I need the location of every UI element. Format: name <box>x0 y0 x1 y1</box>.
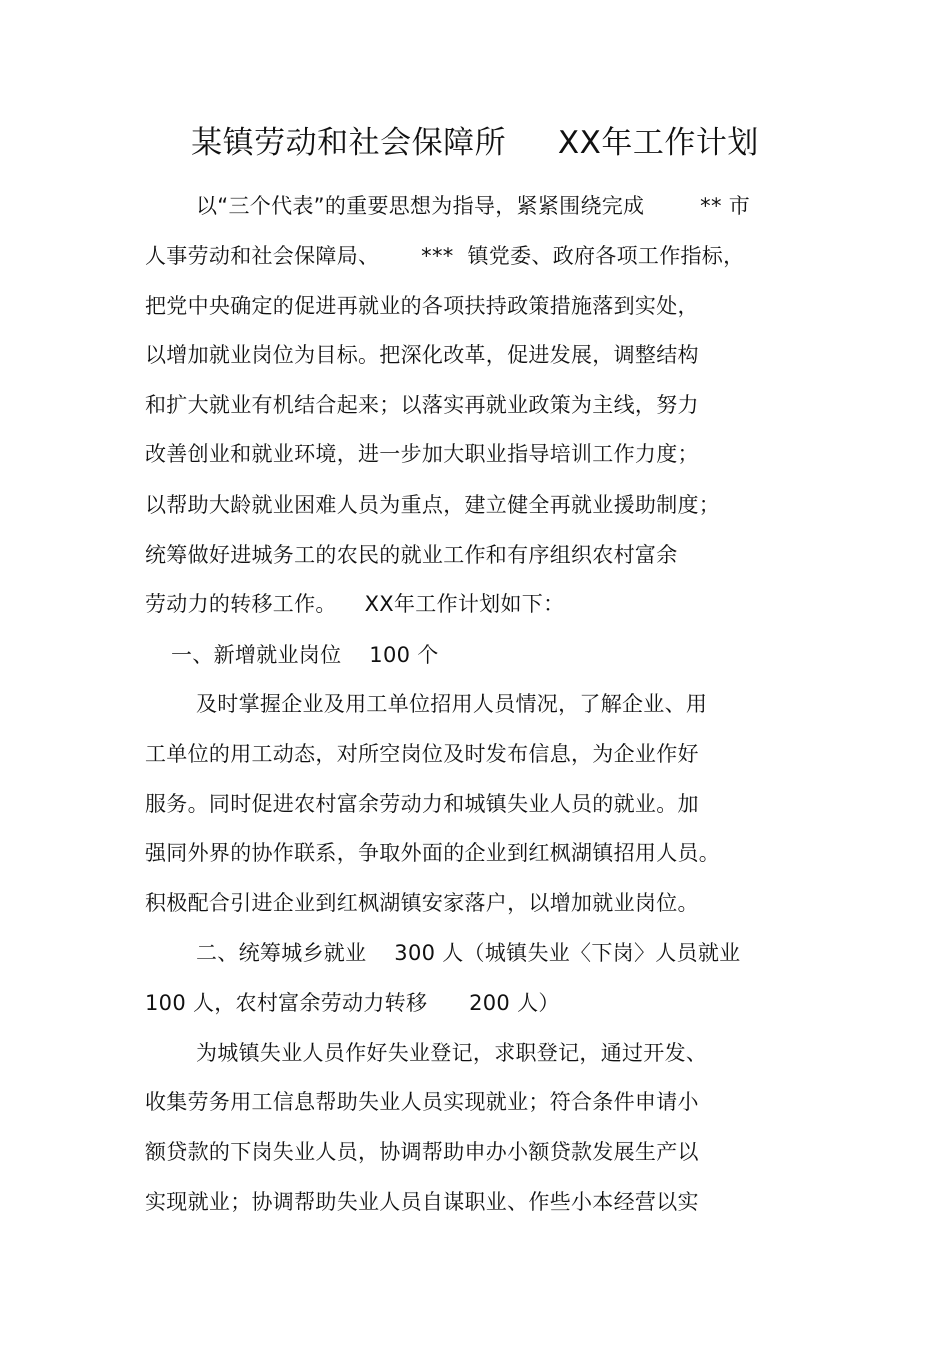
paragraph-line: 服务。同时促进农村富余劳动力和城镇失业人员的就业。加 <box>145 792 699 816</box>
section-heading: 一、新增就业岗位 100 个 <box>171 643 439 667</box>
paragraph-line: 收集劳务用工信息帮助失业人员实现就业；符合条件申请小 <box>145 1090 699 1114</box>
paragraph-line: 实现就业；协调帮助失业人员自谋职业、作些小本经营以实 <box>145 1190 699 1214</box>
paragraph-line: 劳动力的转移工作。 XX年工作计划如下： <box>145 592 565 616</box>
paragraph-line: 以增加就业岗位为目标。把深化改革，促进发展，调整结构 <box>145 343 699 367</box>
paragraph-line: 积极配合引进企业到红枫湖镇安家落户，以增加就业岗位。 <box>145 891 699 915</box>
section-heading: 二、统筹城乡就业 300 人（城镇失业〈下岗〉人员就业 <box>196 941 741 965</box>
paragraph-line: 及时掌握企业及用工单位招用人员情况，了解企业、用 <box>196 692 708 716</box>
paragraph-line: 和扩大就业有机结合起来；以落实再就业政策为主线，努力 <box>145 393 699 417</box>
paragraph-line: 以帮助大龄就业困难人员为重点，建立健全再就业援助制度； <box>145 493 721 517</box>
paragraph-line: 强同外界的协作联系，争取外面的企业到红枫湖镇招用人员。 <box>145 841 721 865</box>
section-heading-continued: 100 人，农村富余劳动力转移 200 人） <box>145 991 560 1015</box>
paragraph-line: 工单位的用工动态，对所空岗位及时发布信息，为企业作好 <box>145 742 699 766</box>
paragraph-line: 统筹做好进城务工的农民的就业工作和有序组织农村富余 <box>145 543 678 567</box>
paragraph-line: 把党中央确定的促进再就业的各项扶持政策措施落到实处， <box>145 294 699 318</box>
document-title: 某镇劳动和社会保障所 XX年工作计划 <box>191 125 759 161</box>
paragraph-line: 人事劳动和社会保障局、 *** 镇党委、政府各项工作指标， <box>145 244 745 268</box>
paragraph-line: 为城镇失业人员作好失业登记，求职登记，通过开发、 <box>196 1041 708 1065</box>
paragraph-line: 以“三个代表”的重要思想为指导，紧紧围绕完成 ** 市 <box>196 194 751 218</box>
paragraph-line: 额贷款的下岗失业人员，协调帮助申办小额贷款发展生产以 <box>145 1140 699 1164</box>
paragraph-line: 改善创业和就业环境，进一步加大职业指导培训工作力度； <box>145 442 699 466</box>
